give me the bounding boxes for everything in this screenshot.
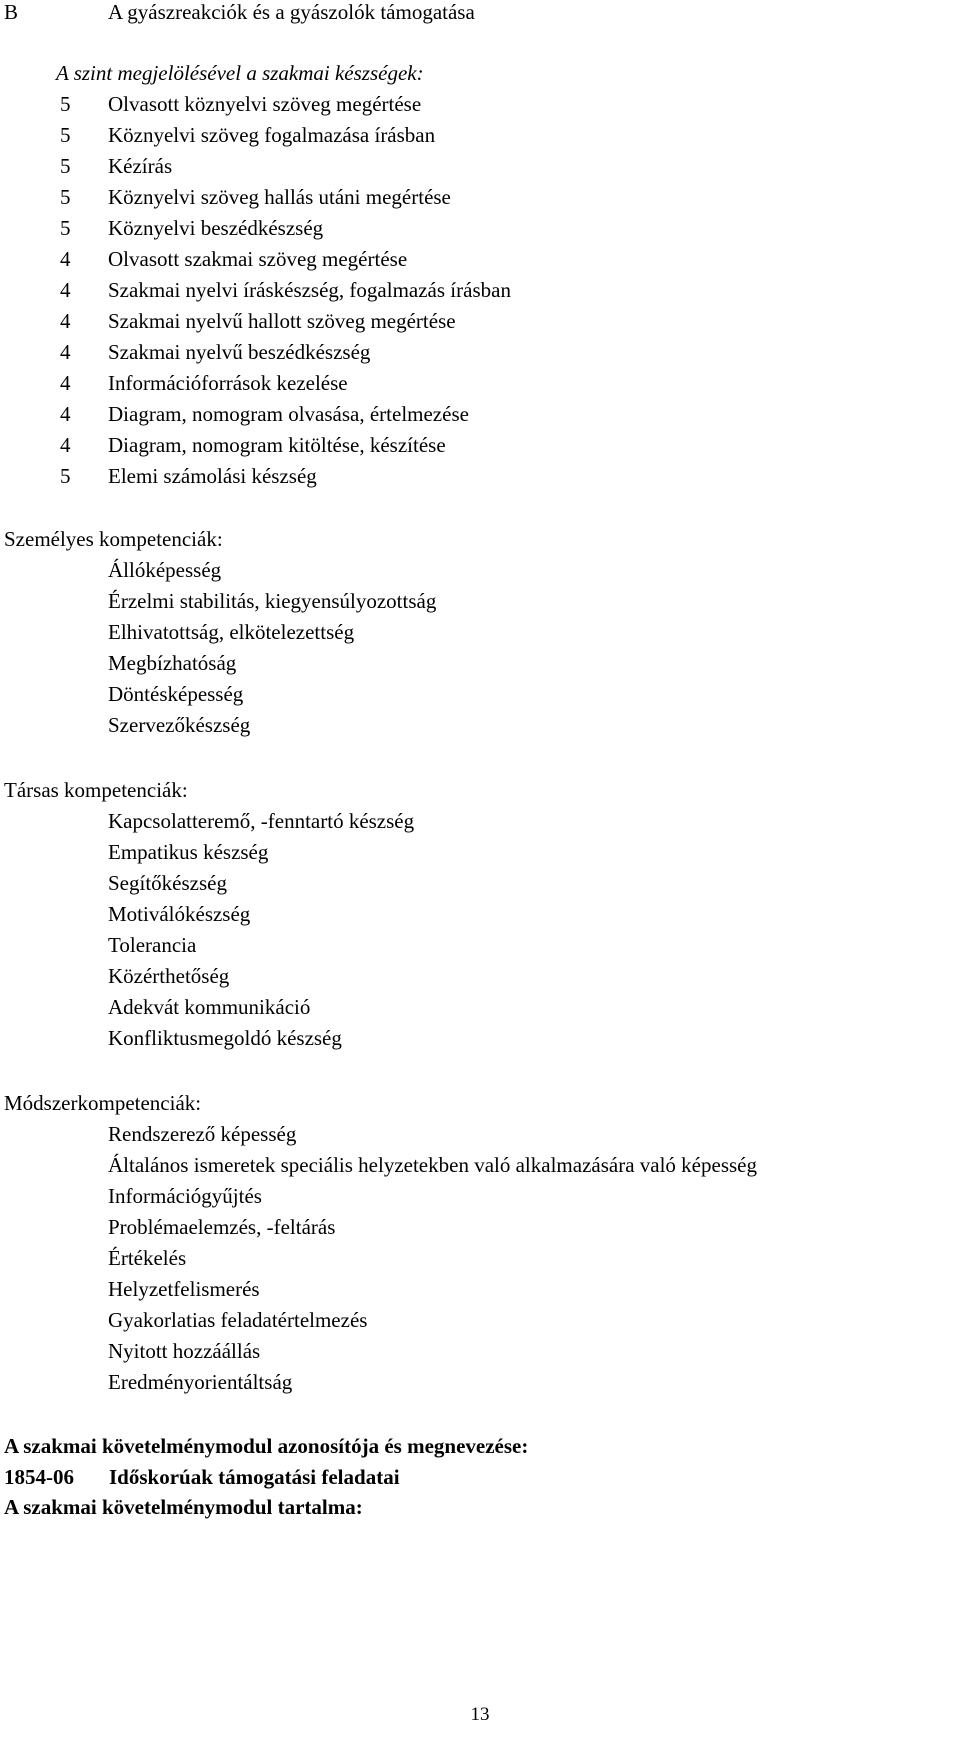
skill-label: Olvasott szakmai szöveg megértése <box>108 247 408 271</box>
skill-level: 4 <box>60 402 71 426</box>
skill-level: 5 <box>60 154 71 178</box>
social-heading: Társas kompetenciák: <box>4 778 188 802</box>
page-number: 13 <box>470 1704 490 1725</box>
skill-label: Diagram, nomogram kitöltése, készítése <box>108 433 446 457</box>
skill-level: 5 <box>60 216 71 240</box>
personal-item: Érzelmi stabilitás, kiegyensúlyozottság <box>108 589 437 613</box>
skill-label: Diagram, nomogram olvasása, értelmezése <box>108 402 469 426</box>
header-letter: B <box>4 0 19 24</box>
method-item: Értékelés <box>108 1246 187 1270</box>
method-item: Rendszerező képesség <box>108 1122 297 1146</box>
personal-item: Szervezőkészség <box>108 713 251 737</box>
personal-item: Állóképesség <box>108 558 222 582</box>
skills-heading: A szint megjelölésével a szakmai készségek: <box>56 61 424 85</box>
social-item: Segítőkészség <box>108 871 227 895</box>
method-heading: Módszerkompetenciák: <box>4 1091 202 1115</box>
skill-label: Szakmai nyelvű beszédkészség <box>108 340 371 364</box>
social-item: Empatikus készség <box>108 840 269 864</box>
method-item: Nyitott hozzáállás <box>108 1339 261 1363</box>
module-name: Időskorúak támogatási feladatai <box>109 1465 400 1489</box>
module-content-heading: A szakmai követelménymodul tartalma: <box>4 1495 363 1519</box>
skill-level: 5 <box>60 92 71 116</box>
skill-label: Elemi számolási készség <box>108 464 317 488</box>
skill-label: Köznyelvi szöveg fogalmazása írásban <box>108 123 436 147</box>
method-item: Problémaelemzés, -feltárás <box>108 1215 336 1239</box>
module-id-heading: A szakmai követelménymodul azonosítója és megnevezése: <box>4 1434 529 1458</box>
method-item: Információgyűjtés <box>108 1184 262 1208</box>
social-item: Kapcsolatteremő, -fenntartó készség <box>108 809 415 833</box>
skill-label: Szakmai nyelvi íráskészség, fogalmazás írásban <box>108 278 511 302</box>
social-item: Motiválókészség <box>108 902 251 926</box>
personal-item: Döntésképesség <box>108 682 244 706</box>
personal-heading: Személyes kompetenciák: <box>4 527 223 551</box>
personal-item: Megbízhatóság <box>108 651 237 675</box>
personal-item: Elhivatottság, elkötelezettség <box>108 620 355 644</box>
skill-level: 4 <box>60 247 71 271</box>
skill-label: Szakmai nyelvű hallott szöveg megértése <box>108 309 456 333</box>
skill-level: 5 <box>60 464 71 488</box>
skill-label: Kézírás <box>108 154 173 178</box>
skill-level: 4 <box>60 433 71 457</box>
method-item: Általános ismeretek speciális helyzetekben való alkalmazására való képesség <box>108 1153 757 1177</box>
skill-label: Információforrások kezelése <box>108 371 348 395</box>
skill-level: 5 <box>60 185 71 209</box>
social-item: Konfliktusmegoldó készség <box>108 1026 342 1050</box>
method-item: Eredményorientáltság <box>108 1370 293 1394</box>
module-code: 1854-06 <box>4 1465 74 1489</box>
method-item: Helyzetfelismerés <box>108 1277 260 1301</box>
method-item: Gyakorlatias feladatértelmezés <box>108 1308 368 1332</box>
skill-level: 4 <box>60 309 71 333</box>
social-item: Adekvát kommunikáció <box>108 995 311 1019</box>
module-code-line <box>4 1465 400 1489</box>
skill-label: Olvasott köznyelvi szöveg megértése <box>108 92 422 116</box>
skill-level: 4 <box>60 278 71 302</box>
social-item: Tolerancia <box>108 933 197 957</box>
header-title: A gyászreakciók és a gyászolók támogatása <box>108 0 475 24</box>
skill-label: Köznyelvi beszédkészség <box>108 216 324 240</box>
skill-level: 5 <box>60 123 71 147</box>
skill-label: Köznyelvi szöveg hallás utáni megértése <box>108 185 451 209</box>
skill-level: 4 <box>60 371 71 395</box>
social-item: Közérthetőség <box>108 964 230 988</box>
skill-level: 4 <box>60 340 71 364</box>
